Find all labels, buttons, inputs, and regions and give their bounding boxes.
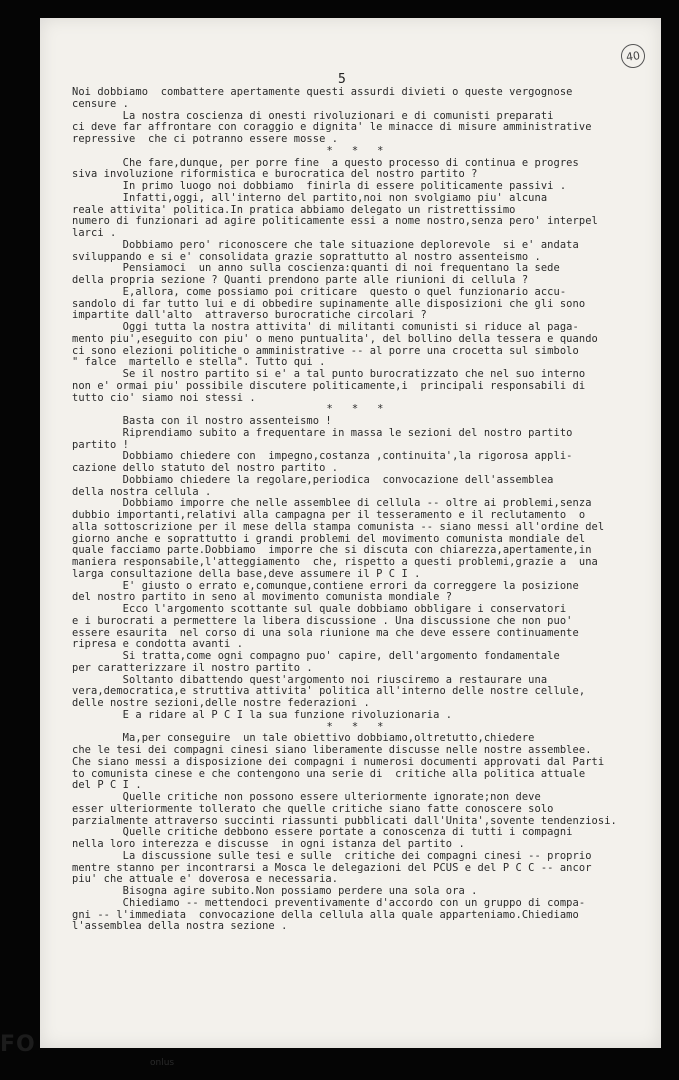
text-line: larga consultazione della base,deve assumere il P C I .	[72, 568, 421, 580]
text-line: per caratterizzare il nostro partito .	[72, 662, 313, 674]
text-line: La nostra coscienza di onesti rivoluzionari e di comunisti preparati	[72, 110, 554, 122]
text-line: Dobbiamo pero' riconoscere che tale situazione deplorevole si e' andata	[72, 239, 579, 251]
text-line: Ecco l'argomento scottante sul quale dobbiamo obbligare i conservatori	[72, 604, 567, 615]
text-line: " falce martello e stella". Tutto qui .	[72, 357, 326, 369]
text-line: del nostro partito in seno al movimento comunista mondiale ?	[72, 592, 453, 604]
text-line: sandolo di far tutto lui e di obbedire supinamente alle disposizioni che gli sono	[72, 298, 586, 310]
text-line: Dobbiamo chiedere con impegno,costanza ,continuita',la rigorosa appli-	[72, 451, 573, 463]
text-line: Ma,per conseguire un tale obiettivo dobbiamo,oltretutto,chiedere	[72, 733, 535, 745]
text-line: Oggi tutta la nostra attivita' di militanti comunisti si riduce al paga-	[72, 322, 579, 333]
text-line: siva involuzione riformistica e burocratica del nostro partito ?	[72, 169, 478, 181]
text-line: della propria sezione ? Quanti prendono parte alle riunioni di cellula ?	[72, 275, 529, 286]
text-line: delle nostre sezioni,delle nostre federazioni .	[72, 698, 370, 709]
text-line: to comunista cinese e che contengono una serie di critiche alla politica attuale	[72, 768, 586, 780]
text-line: Infatti,oggi, all'interno del partito,noi non svolgiamo piu' alcuna	[72, 192, 548, 204]
text-line: cazione dello statuto del nostro partito .	[72, 463, 339, 474]
text-line: ci sono elezioni politiche o amministrative -- al porre una crocetta sul simbolo	[72, 345, 579, 357]
text-line: Bisogna agire subito.Non possiamo perdere una sola ora .	[72, 886, 478, 897]
text-line: vera,democratica,e struttiva attivita' politica all'interno delle nostre cellule,	[72, 686, 586, 698]
text-line: Quelle critiche debbono essere portate a conoscenza di tutti i compagni	[72, 827, 573, 839]
text-line: essere esaurita nel corso di una sola riunione ma che deve essere continuamente	[72, 627, 579, 639]
text-line: * * *	[326, 145, 384, 157]
text-line: Se il nostro partito si e' a tal punto burocratizzato che nel suo interno	[72, 369, 586, 380]
text-line: Dobbiamo imporre che nelle assemblee di cellula -- oltre ai problemi,senza	[72, 498, 592, 510]
text-line: impartite dall'alto attraverso burocratiche circolari ?	[72, 310, 427, 322]
text-line: Noi dobbiamo combattere apertamente questi assurdi divieti o queste vergognose	[72, 87, 573, 98]
text-line: Che siano messi a disposizione dei compagni i numerosi documenti approvati dal Parti	[72, 756, 605, 768]
text-line: che le tesi dei compagni cinesi siano liberamente discusse nelle nostre assemblee.	[72, 745, 592, 756]
text-line: parzialmente attraverso succinti riassunti pubblicati dall'Unita',sovente tendenziosi.	[72, 815, 617, 827]
text-line: Basta con il nostro assenteismo !	[72, 416, 332, 427]
text-line: ripresa e condotta avanti .	[72, 639, 244, 651]
text-line: repressive che ci potranno essere mosse .	[72, 134, 339, 145]
text-line: Pensiamoci un anno sulla coscienza:quanti di noi frequentano la sede	[72, 263, 560, 275]
text-line: piu' che attuale e' doverosa e necessaria.	[72, 874, 339, 886]
text-line: Che fare,dunque, per porre fine a questo processo di continua e progres	[72, 157, 579, 169]
text-line: nella loro interezza e discusse in ogni istanza del partito .	[72, 839, 465, 850]
text-line: non e' ormai piu' possibile discutere politicamente,i principali responsabili di	[72, 380, 586, 392]
text-line: * * *	[326, 404, 384, 416]
text-line: * * *	[326, 721, 384, 733]
text-line: ci deve far affrontare con coraggio e dignita' le minacce di misure amministrative	[72, 122, 592, 134]
text-line: Soltanto dibattendo quest'argomento noi riusciremo a restaurare una	[72, 674, 548, 686]
text-line: reale attivita' politica.In pratica abbiamo delegato un ristrettissimo	[72, 204, 516, 216]
text-line: della nostra cellula .	[72, 486, 212, 498]
typewritten-body	[72, 87, 638, 933]
text-line: Dobbiamo chiedere la regolare,periodica convocazione dell'assemblea	[72, 474, 554, 486]
text-line: del P C I .	[72, 780, 142, 792]
text-line: E' giusto o errato e,comunque,contiene errori da correggere la posizione	[72, 580, 579, 592]
text-line: esser ulteriormente tollerato che quelle critiche siano fatte conoscere solo	[72, 803, 554, 815]
watermark-logo: FO	[0, 1032, 36, 1057]
text-line: Quelle critiche non possono essere ulteriormente ignorate;non deve	[72, 792, 541, 803]
text-line: Chiediamo -- mettendoci preventivamente d'accordo con un gruppo di compa-	[72, 897, 586, 909]
text-line: giorno anche e soprattutto i grandi problemi del movimento comunista mondiale del	[72, 533, 586, 545]
text-line: alla sottoscrizione per il mese della stampa comunista -- siano messi all'ordine del	[72, 521, 605, 533]
text-line: E,allora, come possiamo poi criticare questo o quel funzionario accu-	[72, 286, 567, 298]
text-line: larci .	[72, 228, 117, 239]
page-number: 5	[338, 72, 346, 87]
text-line: l'assemblea della nostra sezione .	[72, 921, 288, 933]
text-line: e i burocrati a permettere la libera discussione . Una discussione che non puo'	[72, 615, 573, 627]
text-line: Riprendiamo subito a frequentare in massa le sezioni del nostro partito	[72, 427, 573, 439]
text-line: La discussione sulle tesi e sulle critiche dei compagni cinesi -- proprio	[72, 850, 592, 862]
text-line: E a ridare al P C I la sua funzione rivoluzionaria .	[72, 709, 453, 721]
text-line: Si tratta,come ogni compagno puo' capire, dell'argomento fondamentale	[72, 651, 560, 662]
text-line: mentre stanno per incontrarsi a Mosca le delegazioni del PCUS e del P C C -- ancor	[72, 862, 592, 874]
text-line: quale facciamo parte.Dobbiamo imporre che si discuta con chiarezza,apertamente,in	[72, 545, 592, 557]
watermark-subtext: onlus	[150, 1058, 175, 1068]
text-line: numero di funzionari ad agire politicamente essi a nome nostro,senza pero' interpel	[72, 216, 598, 228]
text-line: sviluppando e si e' consolidata grazie soprattutto al nostro assenteismo .	[72, 251, 541, 263]
text-line: partito !	[72, 439, 130, 451]
text-line: In primo luogo noi dobbiamo finirla di essere politicamente passivi .	[72, 181, 567, 192]
text-line: gni -- l'immediata convocazione della cellula alla quale apparteniamo.Chiediamo	[72, 909, 579, 921]
text-line: dubbio importanti,relativi alla campagna per il tesseramento e il reclutamento o	[72, 510, 586, 521]
text-line: maniera responsabile,l'atteggiamento che, rispetto a questi problemi,grazie a una	[72, 557, 598, 568]
text-line: censure .	[72, 98, 130, 110]
text-line: mento piu',eseguito con piu' o meno puntualita', del bollino della tessera e quando	[72, 333, 598, 345]
document-page	[40, 18, 661, 1048]
circled-page-number: 40	[619, 42, 646, 69]
text-line: tutto cio' siamo noi stessi .	[72, 392, 256, 404]
